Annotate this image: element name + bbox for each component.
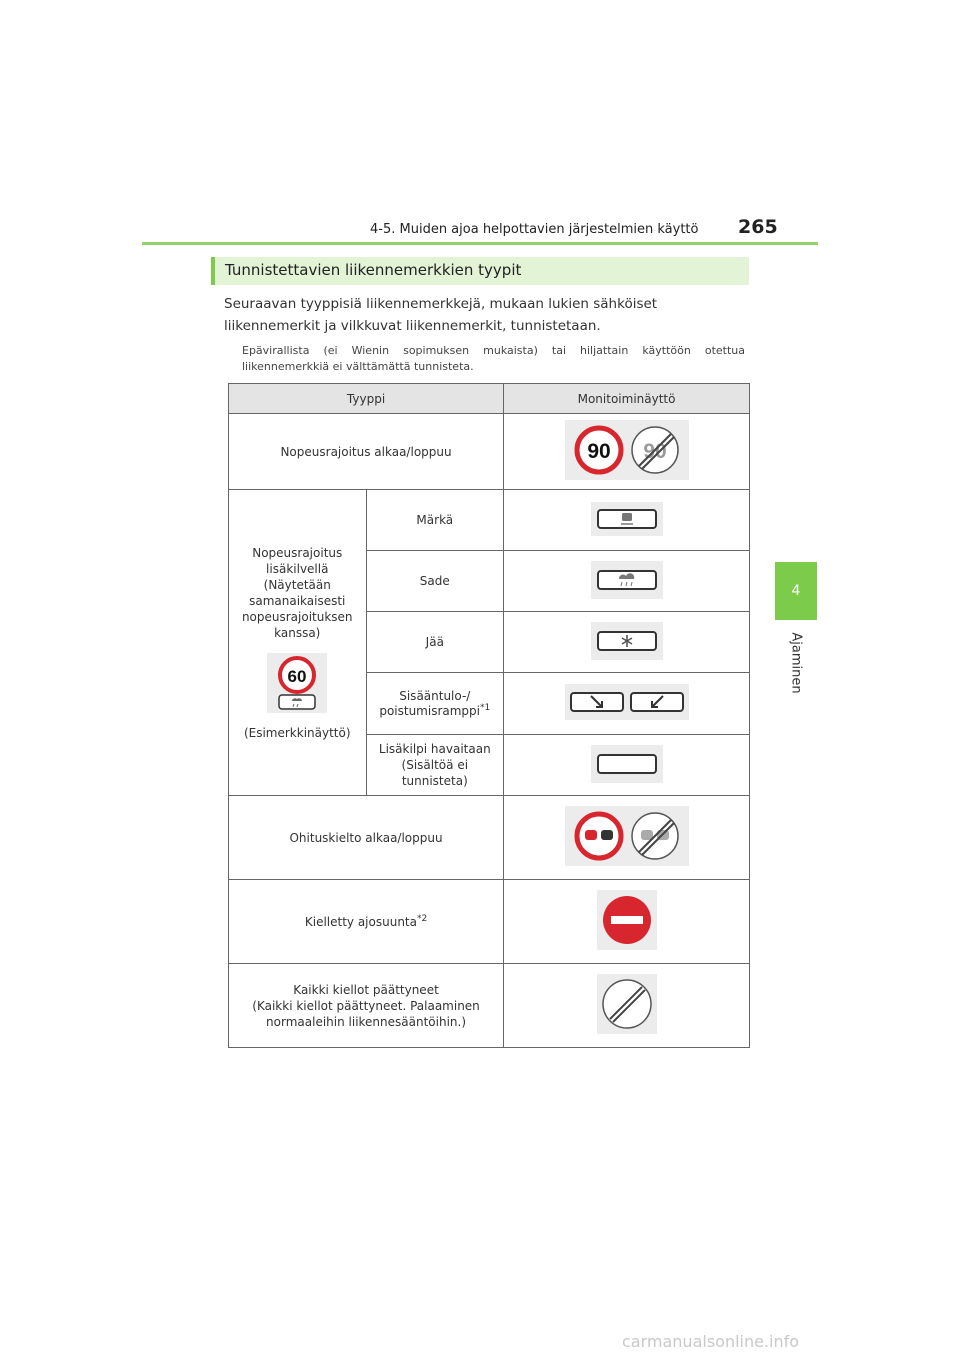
end-all-description: (Kaikki kiellot päättyneet. Palaaminen normaaleihin liikennesääntöihin.) (252, 998, 480, 1029)
page-number: 265 (738, 216, 778, 238)
chapter-tab[interactable] (775, 562, 817, 620)
snowflake-icon (591, 622, 663, 660)
column-header-display: Monitoiminäyttö (504, 384, 750, 414)
rain-sign (504, 551, 750, 612)
speed-limit-value: 90 (586, 440, 611, 463)
intro-paragraph: Seuraavan tyyppisiä liikennemerkkejä, mukaan lukien sähköiset liikennemerkit ja vilkkuvat liikennemerkit, tunnistetaan. (224, 296, 658, 334)
additional-plate-description: Nopeusrajoitus lisäkilvellä (Näytetään samanaikaisesti nopeusrajoituksen kanssa) (241, 546, 353, 640)
wet-sign (504, 490, 750, 551)
end-of-restrictions-icon (597, 974, 657, 1034)
section-title: Tunnistettavien liikennemerkkien tyypit (225, 261, 522, 279)
row-overtaking-label: Ohituskielto alkaa/loppuu (229, 796, 504, 880)
row-ice-label: Jää (366, 612, 504, 673)
row-end-all-label (229, 964, 504, 1048)
row-rain-label: Sade (366, 551, 504, 612)
column-header-type: Tyyppi (229, 384, 504, 414)
row-speed-limit-label: Nopeusrajoitus alkaa/loppuu (229, 414, 504, 490)
wet-road-icon (591, 502, 663, 536)
example-speed-rain-icon (267, 653, 327, 713)
ramp-footnote-mark: *1 (480, 703, 491, 713)
ramp-signs (504, 673, 750, 735)
example-speed-value: 60 (287, 667, 307, 686)
end-all-sign (504, 964, 750, 1048)
row-plate-detected-label: Lisäkilpi havaitaan (Sisältöä ei tunnisteta) (366, 735, 504, 796)
ice-sign (504, 612, 750, 673)
watermark: carmanualsonline.info (622, 1332, 800, 1351)
end-all-title: Kaikki kiellot päättyneet (293, 982, 439, 997)
rain-icon (591, 561, 663, 599)
row-ramp-label: Sisääntulo-/ poistumisramppi$^{*1}$ (366, 673, 504, 735)
no-entry-icon (597, 890, 657, 950)
row-no-entry-label: Kielletty ajosuunta$^{*2}$ (229, 880, 504, 964)
header-rule (142, 242, 818, 245)
example-sign-tile (229, 653, 366, 716)
blank-plate-icon (591, 745, 663, 783)
no-entry-sign (504, 880, 750, 964)
chapter-title: 4-5. Muiden ajoa helpottavien järjestelmien käyttö (370, 222, 699, 237)
chapter-side-label: Ajaminen (788, 632, 804, 694)
chapter-tab-number: 4 (791, 583, 801, 599)
section-heading (211, 257, 749, 285)
blank-plate-sign (504, 735, 750, 796)
speed-limit-sign-tile (565, 420, 689, 480)
additional-plate-group (229, 490, 367, 796)
speed-limit-signs (504, 414, 750, 490)
overtaking-signs (504, 796, 750, 880)
row-wet-label: Märkä (366, 490, 504, 551)
speed-limit-start-end-icon (565, 420, 689, 480)
sign-types-table (228, 383, 750, 1048)
example-caption: (Esimerkkinäyttö) (243, 726, 351, 740)
speed-limit-end-value: 90 (642, 440, 667, 463)
ramp-arrows-icon (565, 684, 689, 720)
note-paragraph: Epävirallista (ei Wienin sopimuksen mukaista) tai hiljattain käyttöön otettua liikennemerkkiä ei välttämättä tunnisteta. (242, 344, 745, 373)
no-overtaking-icon (565, 806, 689, 866)
